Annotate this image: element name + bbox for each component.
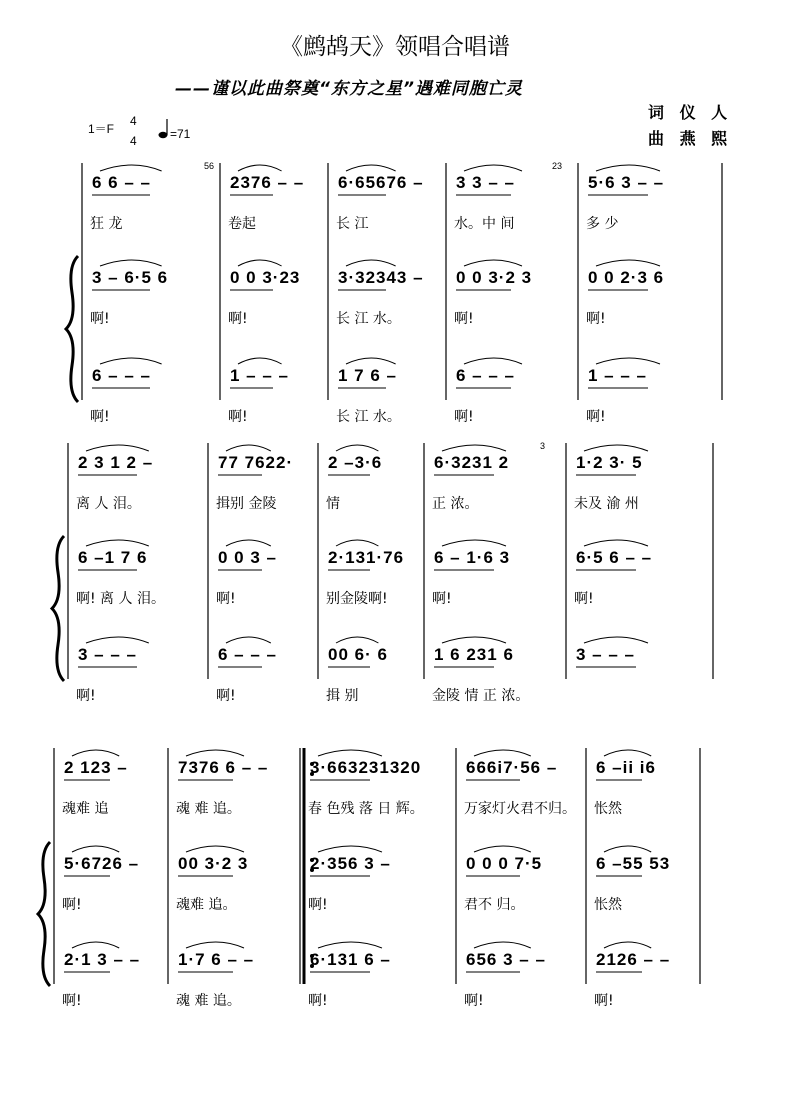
lyric-text: 未及 渝 州 [574,496,639,512]
slur-arc [464,358,522,364]
slur-arc [346,165,396,171]
slur-arc [474,942,531,948]
lyric-text: 长 江 水。 [336,311,401,327]
time-signature-top: 4 [130,114,137,128]
slur-arc [100,358,162,364]
note-measure: 2 123 – [64,758,128,777]
slur-arc [336,445,378,451]
slur-arc [346,260,396,266]
note-measure: 6 – – – [218,645,277,664]
note-measure: 1 7 6 – [338,366,397,385]
lyric-text: 啊! [308,993,328,1009]
note-measure: 2126 – – [596,950,671,969]
lyric-text: 长 江 [336,216,369,232]
lyric-text: 啊! [90,409,110,425]
note-measure: 6 –ii i6 [596,758,656,777]
slur-arc [72,750,119,756]
lyric-text: 怅然 [594,897,622,913]
lyricist-credit: 词 仪 人 [648,103,733,122]
lyric-text: 水。中 间 [454,216,515,232]
slur-arc [318,846,382,852]
note-measure: 6 – – – [456,366,515,385]
lyric-text: 啊! [308,897,328,913]
slur-arc [336,540,378,546]
slur-arc [186,942,244,948]
note-measure: 0 0 3 – [218,548,277,567]
lyric-text: 啊! [90,311,110,327]
note-measure: 2 –3·6 [328,453,383,472]
lyric-text: 啊! [228,311,248,327]
lyric-text: 离 人 泪。 [76,496,141,512]
lyric-text: 魂 难 追。 [176,993,241,1009]
note-measure: 6 –1 7 6 [78,548,148,567]
slur-arc [86,540,149,546]
slur-arc [604,942,651,948]
note-measure: 5·6 3 – – [588,173,665,192]
lyric-text: 啊! [574,591,594,607]
lyric-text: 揖 别 [326,688,359,704]
note-measure: 1·2 3· 5 [576,453,643,472]
note-measure: 6·5 6 – – [576,548,653,567]
lyric-text: 啊! [586,409,606,425]
lyric-text: 啊! [464,993,484,1009]
note-measure: 1 6 231 6 [434,645,514,664]
lyric-text: 金陵 情 正 浓。 [432,688,530,704]
grace-note: 3 [540,441,546,451]
note-measure: 3 – 6·5 6 [92,268,169,287]
note-measure: 2·131·76 [328,548,405,567]
note-measure: 6·3231 2 [434,453,510,472]
lyric-text: 啊! [76,688,96,704]
note-measure: 6·131 6 – [310,950,391,969]
note-measure: 2·356 3 – [310,854,391,873]
slur-arc [86,637,149,643]
lyric-text: 卷起 [228,216,256,232]
note-measure: 6 – 1·6 3 [434,548,511,567]
lyric-text: 啊! [432,591,452,607]
slur-arc [186,846,244,852]
lyric-text: 啊! [228,409,248,425]
lyric-text: 正 浓。 [432,496,479,512]
slur-arc [186,750,244,756]
lyric-text: 长 江 水。 [336,409,401,425]
page-title: 《鹧鸪天》领唱合唱谱 [280,34,510,60]
note-measure: 2·1 3 – – [64,950,141,969]
slur-arc [318,750,382,756]
lyric-text: 啊! [586,311,606,327]
note-measure: 00 6· 6 [328,645,388,664]
lyric-text: 怅然 [594,801,622,817]
note-measure: 1·7 6 – – [178,950,255,969]
time-signature-bottom: 4 [130,134,137,148]
note-measure: 3 3 – – [456,173,515,192]
note-measure: 0 0 3·23 [230,268,301,287]
brace-icon [38,842,50,986]
note-measure: 6 – – – [92,366,151,385]
slur-arc [442,445,506,451]
note-measure: 3·663231320 [310,758,422,777]
lyric-text: 啊! [594,993,614,1009]
lyric-text: 揖别 金陵 [216,496,277,512]
dedication-subtitle: ——谨以此曲祭奠“东方之星”遇难同胞亡灵 [175,79,523,99]
tempo-mark: =71 [170,127,191,141]
lyric-text: 啊! [454,311,474,327]
composer-credit: 曲 燕 熙 [648,129,733,148]
lyric-text: 魂难 追 [62,801,109,817]
lyric-text: 情 [326,496,340,512]
lyric-text: 啊! [454,409,474,425]
lyric-text: 啊! 离 人 泪。 [76,591,165,607]
note-measure: 5·6726 – [64,854,140,873]
lyric-text: 多 少 [586,216,619,232]
lyric-text: 万家灯火君不归。 [464,801,576,817]
note-measure: 77 7622· [218,453,294,472]
slur-arc [238,358,282,364]
slur-arc [72,846,119,852]
lyric-text: 狂 龙 [90,216,123,232]
slur-arc [226,637,271,643]
lyric-text: 君不 归。 [464,897,525,913]
slur-arc [604,750,651,756]
slur-arc [238,260,282,266]
note-measure: 0 0 2·3 6 [588,268,665,287]
note-measure: 2376 – – [230,173,305,192]
slur-arc [442,637,506,643]
brace-icon [66,256,78,402]
slur-arc [226,540,271,546]
brace-icon [52,536,64,681]
note-measure: 3 – – – [576,645,635,664]
slur-arc [72,942,119,948]
note-measure: 6 6 – – [92,173,151,192]
slur-arc [464,260,522,266]
note-measure: 0 0 0 7·5 [466,854,543,873]
slur-arc [226,445,271,451]
grace-note: 23 [552,161,563,171]
lyric-text: 魂难 追。 [176,897,237,913]
slur-arc [318,942,382,948]
slur-arc [336,637,378,643]
slur-arc [86,445,149,451]
note-measure: 656 3 – – [466,950,546,969]
note-measure: 3 – – – [78,645,137,664]
slur-arc [474,846,531,852]
slur-arc [584,637,648,643]
lyric-text: 魂 难 追。 [176,801,241,817]
slur-arc [584,540,648,546]
lyric-text: 啊! [216,591,236,607]
key-signature: 1＝F [88,122,115,136]
slur-arc [474,750,531,756]
slur-arc [442,540,506,546]
note-measure: 1 – – – [588,366,647,385]
note-measure: 7376 6 – – [178,758,269,777]
note-measure: 1 – – – [230,366,289,385]
lyric-text: 啊! [62,993,82,1009]
lyric-text: 啊! [62,897,82,913]
note-measure: 6·65676 – [338,173,424,192]
slur-arc [596,260,660,266]
note-measure: 6 –55 53 [596,854,671,873]
slur-arc [100,260,162,266]
slur-arc [464,165,522,171]
slur-arc [238,165,282,171]
slur-arc [596,165,660,171]
lyric-text: 啊! [216,688,236,704]
slur-arc [100,165,162,171]
slur-arc [584,445,648,451]
lyric-text: 春 色残 落 日 辉。 [308,801,424,817]
slur-arc [596,358,660,364]
grace-note: 56 [204,161,215,171]
note-measure: 666i7·56 – [466,758,558,777]
slur-arc [346,358,396,364]
note-measure: 3·32343 – [338,268,424,287]
note-measure: 0 0 3·2 3 [456,268,533,287]
note-measure: 00 3·2 3 [178,854,249,873]
note-measure: 2 3 1 2 – [78,453,154,472]
slur-arc [604,846,651,852]
lyric-text: 别金陵啊! [326,591,388,607]
